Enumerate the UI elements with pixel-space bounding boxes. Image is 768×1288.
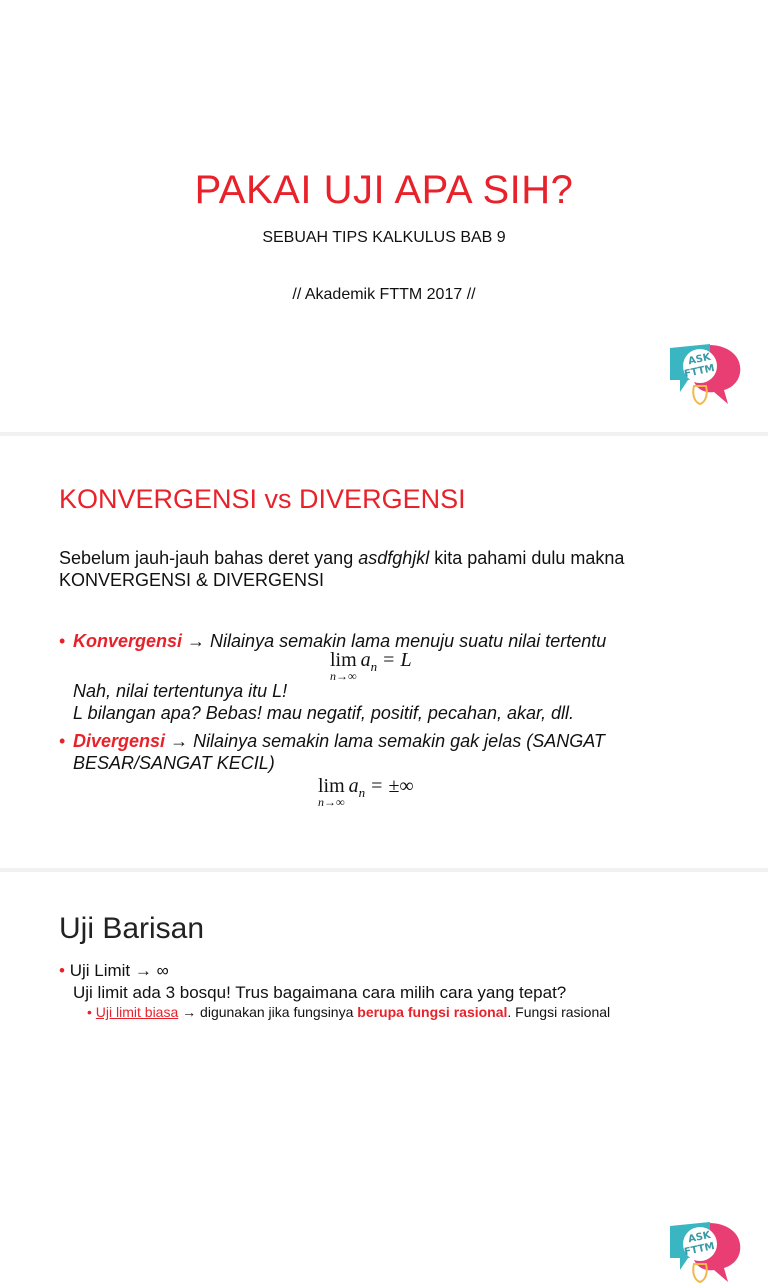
logo-text-fttm: FTTM: [683, 1240, 716, 1259]
sub-bullet-limit-biasa: [87, 1003, 610, 1021]
logo-text-ask: ASK: [687, 1229, 712, 1246]
limit-value: ±∞: [388, 775, 414, 797]
bullet-divergensi: [59, 730, 679, 774]
equals-sign: =: [371, 775, 383, 797]
presentation-subtitle: SEBUAH TIPS KALKULUS BAB 9: [262, 229, 506, 246]
sub-bullet-text: → digunakan jika fungsinya: [178, 1004, 358, 1020]
limit-value: L: [400, 649, 412, 671]
ask-fttm-logo: [666, 1216, 746, 1288]
intro-italic: asdfghjkl: [358, 548, 430, 568]
konvergensi-definition: Nilainya semakin lama menuju suatu nilai tertentu: [205, 631, 607, 651]
sequence-var: a: [360, 649, 371, 671]
logo-text-ask: ASK: [687, 351, 712, 368]
bullet-dot: •: [87, 1004, 96, 1020]
uji-limit-biasa-link[interactable]: Uji limit biasa: [95, 1004, 179, 1020]
equals-sign: =: [383, 649, 395, 671]
slide-title: [0, 0, 768, 432]
uji-limit-desc: Uji limit ada 3 bosqu! Trus bagaimana cara milih cara yang tepat?: [73, 983, 567, 1002]
sequence-index: n: [370, 659, 378, 674]
bullet-dot: •: [59, 731, 66, 751]
note-line1: Nah, nilai tertentunya itu L!: [73, 681, 288, 701]
divergensi-definition: Nilainya semakin lama semakin gak jelas (SANGAT BESAR/SANGAT KECIL): [73, 731, 605, 773]
formula-konvergensi: [330, 650, 412, 682]
sequence-var: a: [348, 775, 359, 797]
term-divergensi: Divergensi: [73, 731, 166, 751]
bullet-dot: •: [59, 961, 70, 980]
presentation-title: PAKAI UJI APA SIH?: [194, 168, 574, 212]
note-line2: L bilangan apa? Bebas! mau negatif, positif, pecahan, akar, dll.: [73, 703, 575, 723]
bullet-uji-limit: [59, 960, 169, 982]
intro-text-b: kita pahami dulu makna: [429, 548, 625, 568]
credit-line: // Akademik FTTM 2017 //: [292, 286, 476, 303]
konvergensi-note: [73, 680, 574, 724]
formula-divergensi: [318, 776, 414, 808]
ask-fttm-logo: [666, 338, 746, 410]
sub-bullet-rest: . Fungsi rasional: [507, 1004, 611, 1020]
bullet-dot: •: [59, 631, 66, 651]
intro-paragraph: [59, 547, 729, 591]
lim-word: lim: [318, 775, 345, 797]
uji-limit-label: Uji Limit → ∞: [69, 961, 169, 980]
lim-word: lim: [330, 649, 357, 671]
sub-bullet-bold: berupa fungsi rasional: [357, 1004, 508, 1020]
term-konvergensi: Konvergensi: [73, 631, 183, 651]
slide-heading: KONVERGENSI vs DIVERGENSI: [59, 484, 466, 514]
intro-line2: KONVERGENSI & DIVERGENSI: [59, 570, 325, 590]
intro-text-a: Sebelum jauh-jauh bahas deret yang: [59, 548, 359, 568]
slide-heading: Uji Barisan: [59, 912, 205, 945]
lim-subscript: n→∞: [318, 795, 345, 809]
lim-subscript: n→∞: [330, 669, 357, 683]
arrow-icon: →: [187, 631, 206, 651]
sequence-index: n: [358, 785, 366, 800]
slide-uji-barisan: [0, 872, 768, 1024]
logo-text-fttm: FTTM: [683, 362, 716, 381]
arrow-icon: →: [170, 731, 189, 751]
